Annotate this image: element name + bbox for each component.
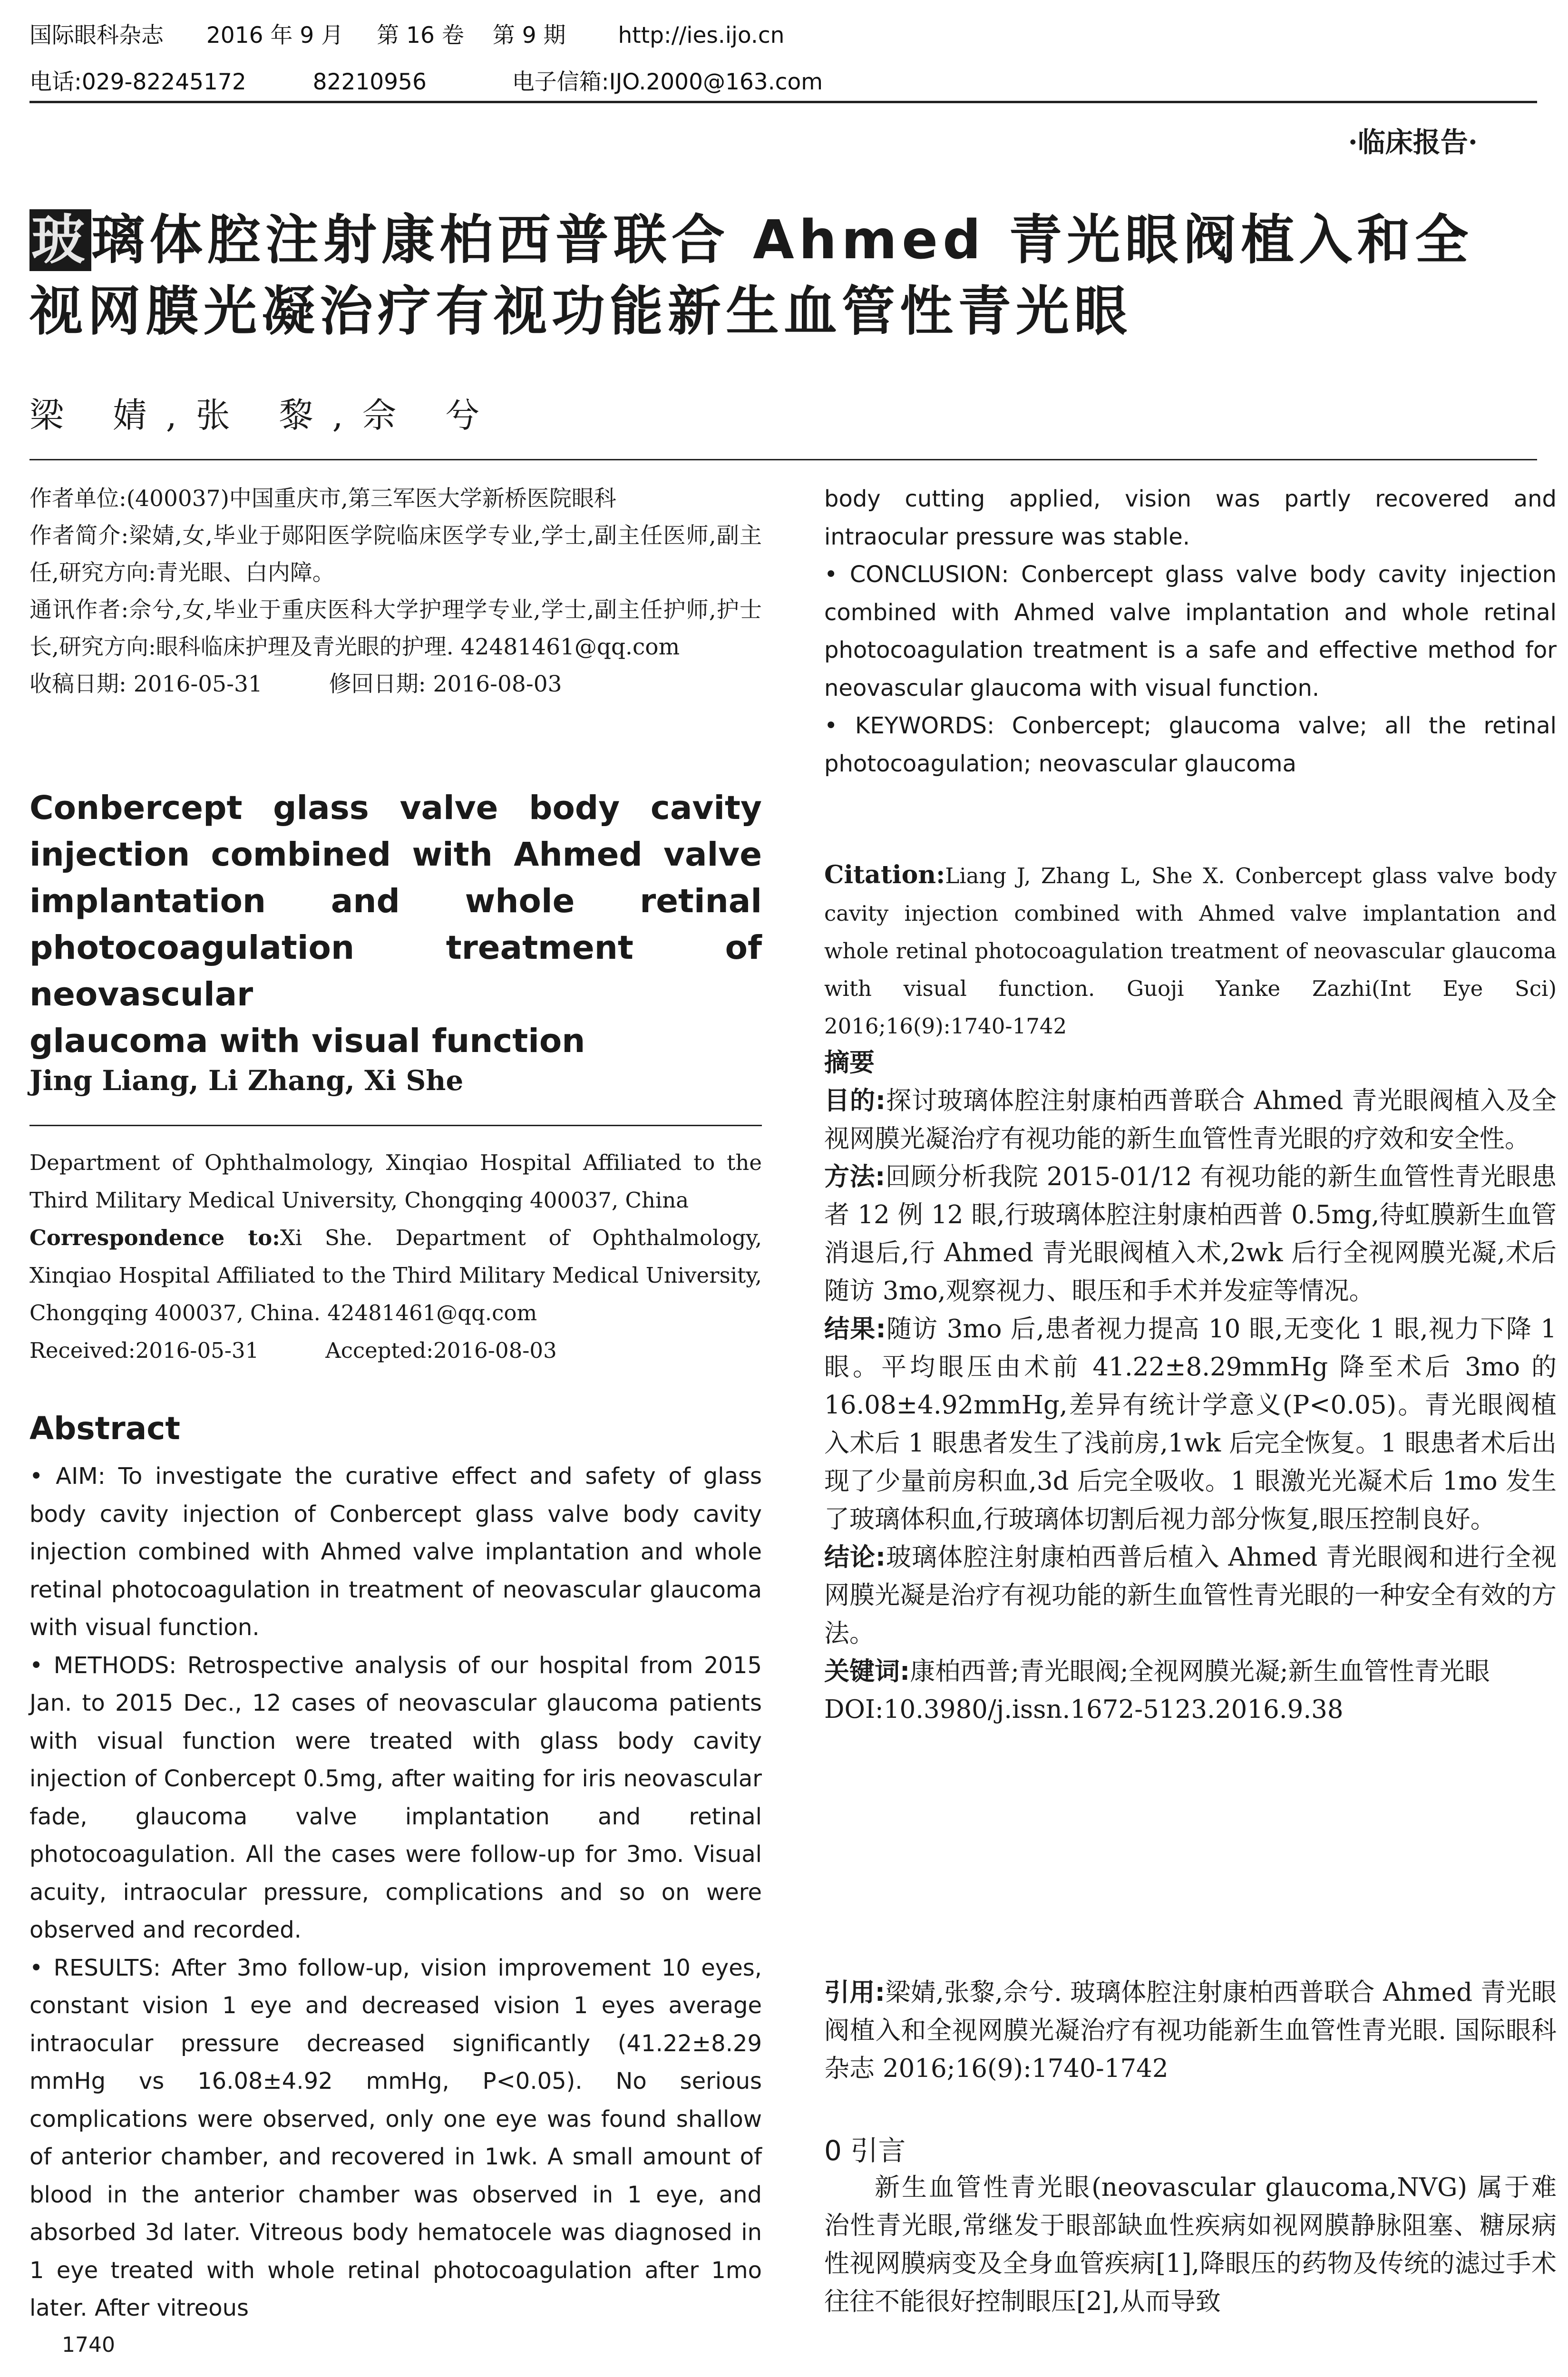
title-line-2: 视网膜光凝治疗有视功能新生血管性青光眼 [29, 281, 1132, 342]
citation-label: Citation: [824, 860, 945, 889]
phone2: 82210956 [312, 69, 427, 95]
abstract-zh-methods: 方法:回顾分析我院 2015-01/12 有视功能的新生血管性青光眼患者 12 例 12 眼,行玻璃体腔注射康柏西普 0.5mg,待虹膜新生血管消退后,行 Ahmed 青光眼阀植入术,2wk 后行全视网膜光凝,术后随访 3mo,观察视力、眼压和手术并发症等情况。 [824, 1162, 1557, 1305]
abstract-zh [824, 1044, 1557, 1729]
citation-zh-label: 引用: [824, 1978, 885, 2007]
email[interactable]: 电子信箱:IJO.2000@163.com [512, 69, 823, 95]
citation-zh [824, 1974, 1557, 2088]
issue-date: 2016 年 9 月 [206, 22, 344, 49]
journal-name: 国际眼科杂志 [29, 22, 164, 49]
received-date-cn: 收稿日期: 2016-05-31 [29, 671, 263, 697]
abstract-zh-conclusion: 结论:玻璃体腔注射康柏西普后植入 Ahmed 青光眼阀和进行全视网膜光凝是治疗有视功能的新生血管性青光眼的一种安全有效的方法。 [824, 1543, 1557, 1648]
journal-header-line2 [29, 67, 823, 98]
volume: 第 16 卷 [377, 22, 464, 49]
accepted-en: Accepted:2016-08-03 [325, 1338, 557, 1363]
abstract-results-cont: body cutting applied, vision was partly recovered and intraocular pressure was stable. [824, 486, 1557, 550]
authors-rule [29, 459, 1537, 460]
page-number: 1740 [62, 2333, 115, 2357]
en-title-line: injection combined with Ahmed valve [29, 836, 762, 874]
author-info [29, 480, 762, 703]
section-tag: ·临床报告· [1348, 126, 1478, 158]
article-title [29, 205, 1551, 347]
abstract-heading: Abstract [29, 1410, 180, 1447]
corresponding-author-cn: 通讯作者:佘兮,女,毕业于重庆医科大学护理学专业,学士,副主任护师,护士长,研究方向:眼科临床护理及青光眼的护理. 42481461@qq.com [29, 597, 762, 660]
abstract-zh-keywords: 关键词:康柏西普;青光眼阀;全视网膜光凝;新生血管性青光眼 [824, 1657, 1490, 1686]
intro-paragraph: 新生血管性青光眼(neovascular glaucoma,NVG) 属于难治性青光眼,常继发于眼部缺血性疾病如视网膜静脉阻塞、糖尿病性视网膜病变及全身血管疾病[1],降眼压的药物及传统的滤过手术往往不能很好控制眼压[2],从而导致 [824, 2173, 1557, 2316]
correspondence-en [29, 1219, 762, 1332]
doi[interactable]: DOI:10.3980/j.issn.1672-5123.2016.9.38 [824, 1695, 1344, 1724]
correspondence-text: Xi She. Department of Ophthalmology, Xinqiao Hospital Affiliated to the Third Military Medical University, Chongqing 400037, China. 42481461@qq.com [29, 1225, 762, 1325]
abstract-en-right [824, 480, 1557, 783]
dates-cn [29, 666, 762, 703]
en-authors-rule [29, 1125, 762, 1126]
en-title-line: photocoagulation treatment of neovascular [29, 929, 762, 1013]
abstract-conclusion: • CONCLUSION: Conbercept glass valve body cavity injection combined with Ahmed valve implantation and whole retinal photocoagulation treatment is a safe and effective method for neovascular glaucoma with visual function. [824, 561, 1557, 701]
abstract-aim: • AIM: To investigate the curative effect and safety of glass body cavity injection of Conbercept glass valve body cavity injection combined with Ahmed valve implantation and whole retinal photocoagulation in treatment of neovascular glaucoma with visual function. [29, 1463, 762, 1641]
title-line-1 [29, 205, 1551, 276]
english-authors: Jing Liang, Li Zhang, Xi She [29, 1064, 464, 1097]
citation-text: Liang J, Zhang L, She X. Conbercept glass valve body cavity injection combined with Ahmed valve implantation and whole retinal photocoagulation treatment of neovascular glaucoma with visual function. Guoji Yanke Zazhi(Int Eye Sci) 2016;16(9):1740-1742 [824, 863, 1557, 1039]
title-highlight-char: 玻 [29, 209, 91, 271]
journal-header-line1 [29, 20, 784, 51]
received-en: Received:2016-05-31 [29, 1338, 259, 1363]
abstract-zh-results: 结果:随访 3mo 后,患者视力提高 10 眼,无变化 1 眼,视力下降 1 眼。平均眼压由术前 41.22±8.29mmHg 降至术后 3mo 的 16.08±4.92mmHg,差异有统计学意义(P<0.05)。青光眼阀植入术后 1 眼患者发生了浅前房,1wk 后完全恢复。1 眼患者术后出现了少量前房积血,3d 后完全吸收。1 眼激光光凝术后 1mo 发生了玻璃体积血,行玻璃体切割后视力部分恢复,眼压控制良好。 [824, 1315, 1557, 1534]
intro-heading: 0 引言 [824, 2134, 906, 2167]
citation-en [824, 856, 1557, 1045]
issue: 第 9 期 [492, 22, 566, 49]
english-title [29, 785, 762, 1064]
abstract-methods: • METHODS: Retrospective analysis of our hospital from 2015 Jan. to 2015 Dec., 12 cases of neovascular glaucoma patients with visual function were treated with glass body cavity injection of Conbercept 0.5mg, after waiting for iris neovascular fade, glaucoma valve implantation and retinal photocoagulation. All the cases were follow-up for 3mo. Visual acuity, intraocular pressure, complications and so on were observed and recorded. [29, 1652, 762, 1943]
abstract-zh-aim: 目的:探讨玻璃体腔注射康柏西普联合 Ahmed 青光眼阀植入及全视网膜光凝治疗有视功能的新生血管性青光眼的疗效和安全性。 [824, 1086, 1557, 1153]
authors-cn: 梁 婧,张 黎,佘 兮 [29, 395, 499, 435]
abstract-keywords: • KEYWORDS: Conbercept; glaucoma valve; all the retinal photocoagulation; neovascular glaucoma [824, 712, 1557, 777]
dates-en [29, 1332, 762, 1369]
intro-text [824, 2169, 1557, 2321]
author-affiliation-cn: 作者单位:(400037)中国重庆市,第三军医大学新桥医院眼科 [29, 486, 616, 512]
phone: 电话:029-82245172 [29, 69, 246, 95]
journal-url[interactable]: http://ies.ijo.cn [618, 22, 785, 49]
abstract-results: • RESULTS: After 3mo follow-up, vision improvement 10 eyes, constant vision 1 eye and decreased vision 1 eyes average intraocular pressure decreased significantly (41.22±8.29 mmHg vs 16.08±4.92 mmHg, P<0.05). No serious complications were observed, only one eye was found shallow of anterior chamber, and recovered in 1wk. A small amount of blood in the anterior chamber was observed in 1 eye, and absorbed 3d later. Vitreous body hematocele was diagnosed in 1 eye treated with whole retinal photocoagulation after 1mo later. After vitreous [29, 1954, 762, 2321]
en-title-line: Conbercept glass valve body cavity [29, 789, 762, 827]
header-rule [29, 101, 1537, 103]
abstract-en-left [29, 1458, 762, 2328]
abstract-zh-heading: 摘要 [824, 1048, 875, 1077]
en-title-line: implantation and whole retinal [29, 882, 762, 920]
title-line1-rest: 璃体腔注射康柏西普联合 Ahmed 青光眼阀植入和全 [91, 209, 1473, 271]
revised-date-cn: 修回日期: 2016-08-03 [329, 671, 562, 697]
author-intro-cn: 作者简介:梁婧,女,毕业于郧阳医学院临床医学专业,学士,副主任医师,副主任,研究方向:青光眼、白内障。 [29, 523, 762, 586]
affiliation-block [29, 1144, 762, 1369]
en-title-line: glaucoma with visual function [29, 1022, 585, 1060]
correspondence-label: Correspondence to: [29, 1225, 280, 1250]
citation-zh-text: 梁婧,张黎,佘兮. 玻璃体腔注射康柏西普联合 Ahmed 青光眼阀植入和全视网膜光凝治疗有视功能新生血管性青光眼. 国际眼科杂志 2016;16(9):1740-1742 [824, 1978, 1557, 2083]
affiliation-en: Department of Ophthalmology, Xinqiao Hospital Affiliated to the Third Military Medical University, Chongqing 400037, China [29, 1150, 762, 1213]
